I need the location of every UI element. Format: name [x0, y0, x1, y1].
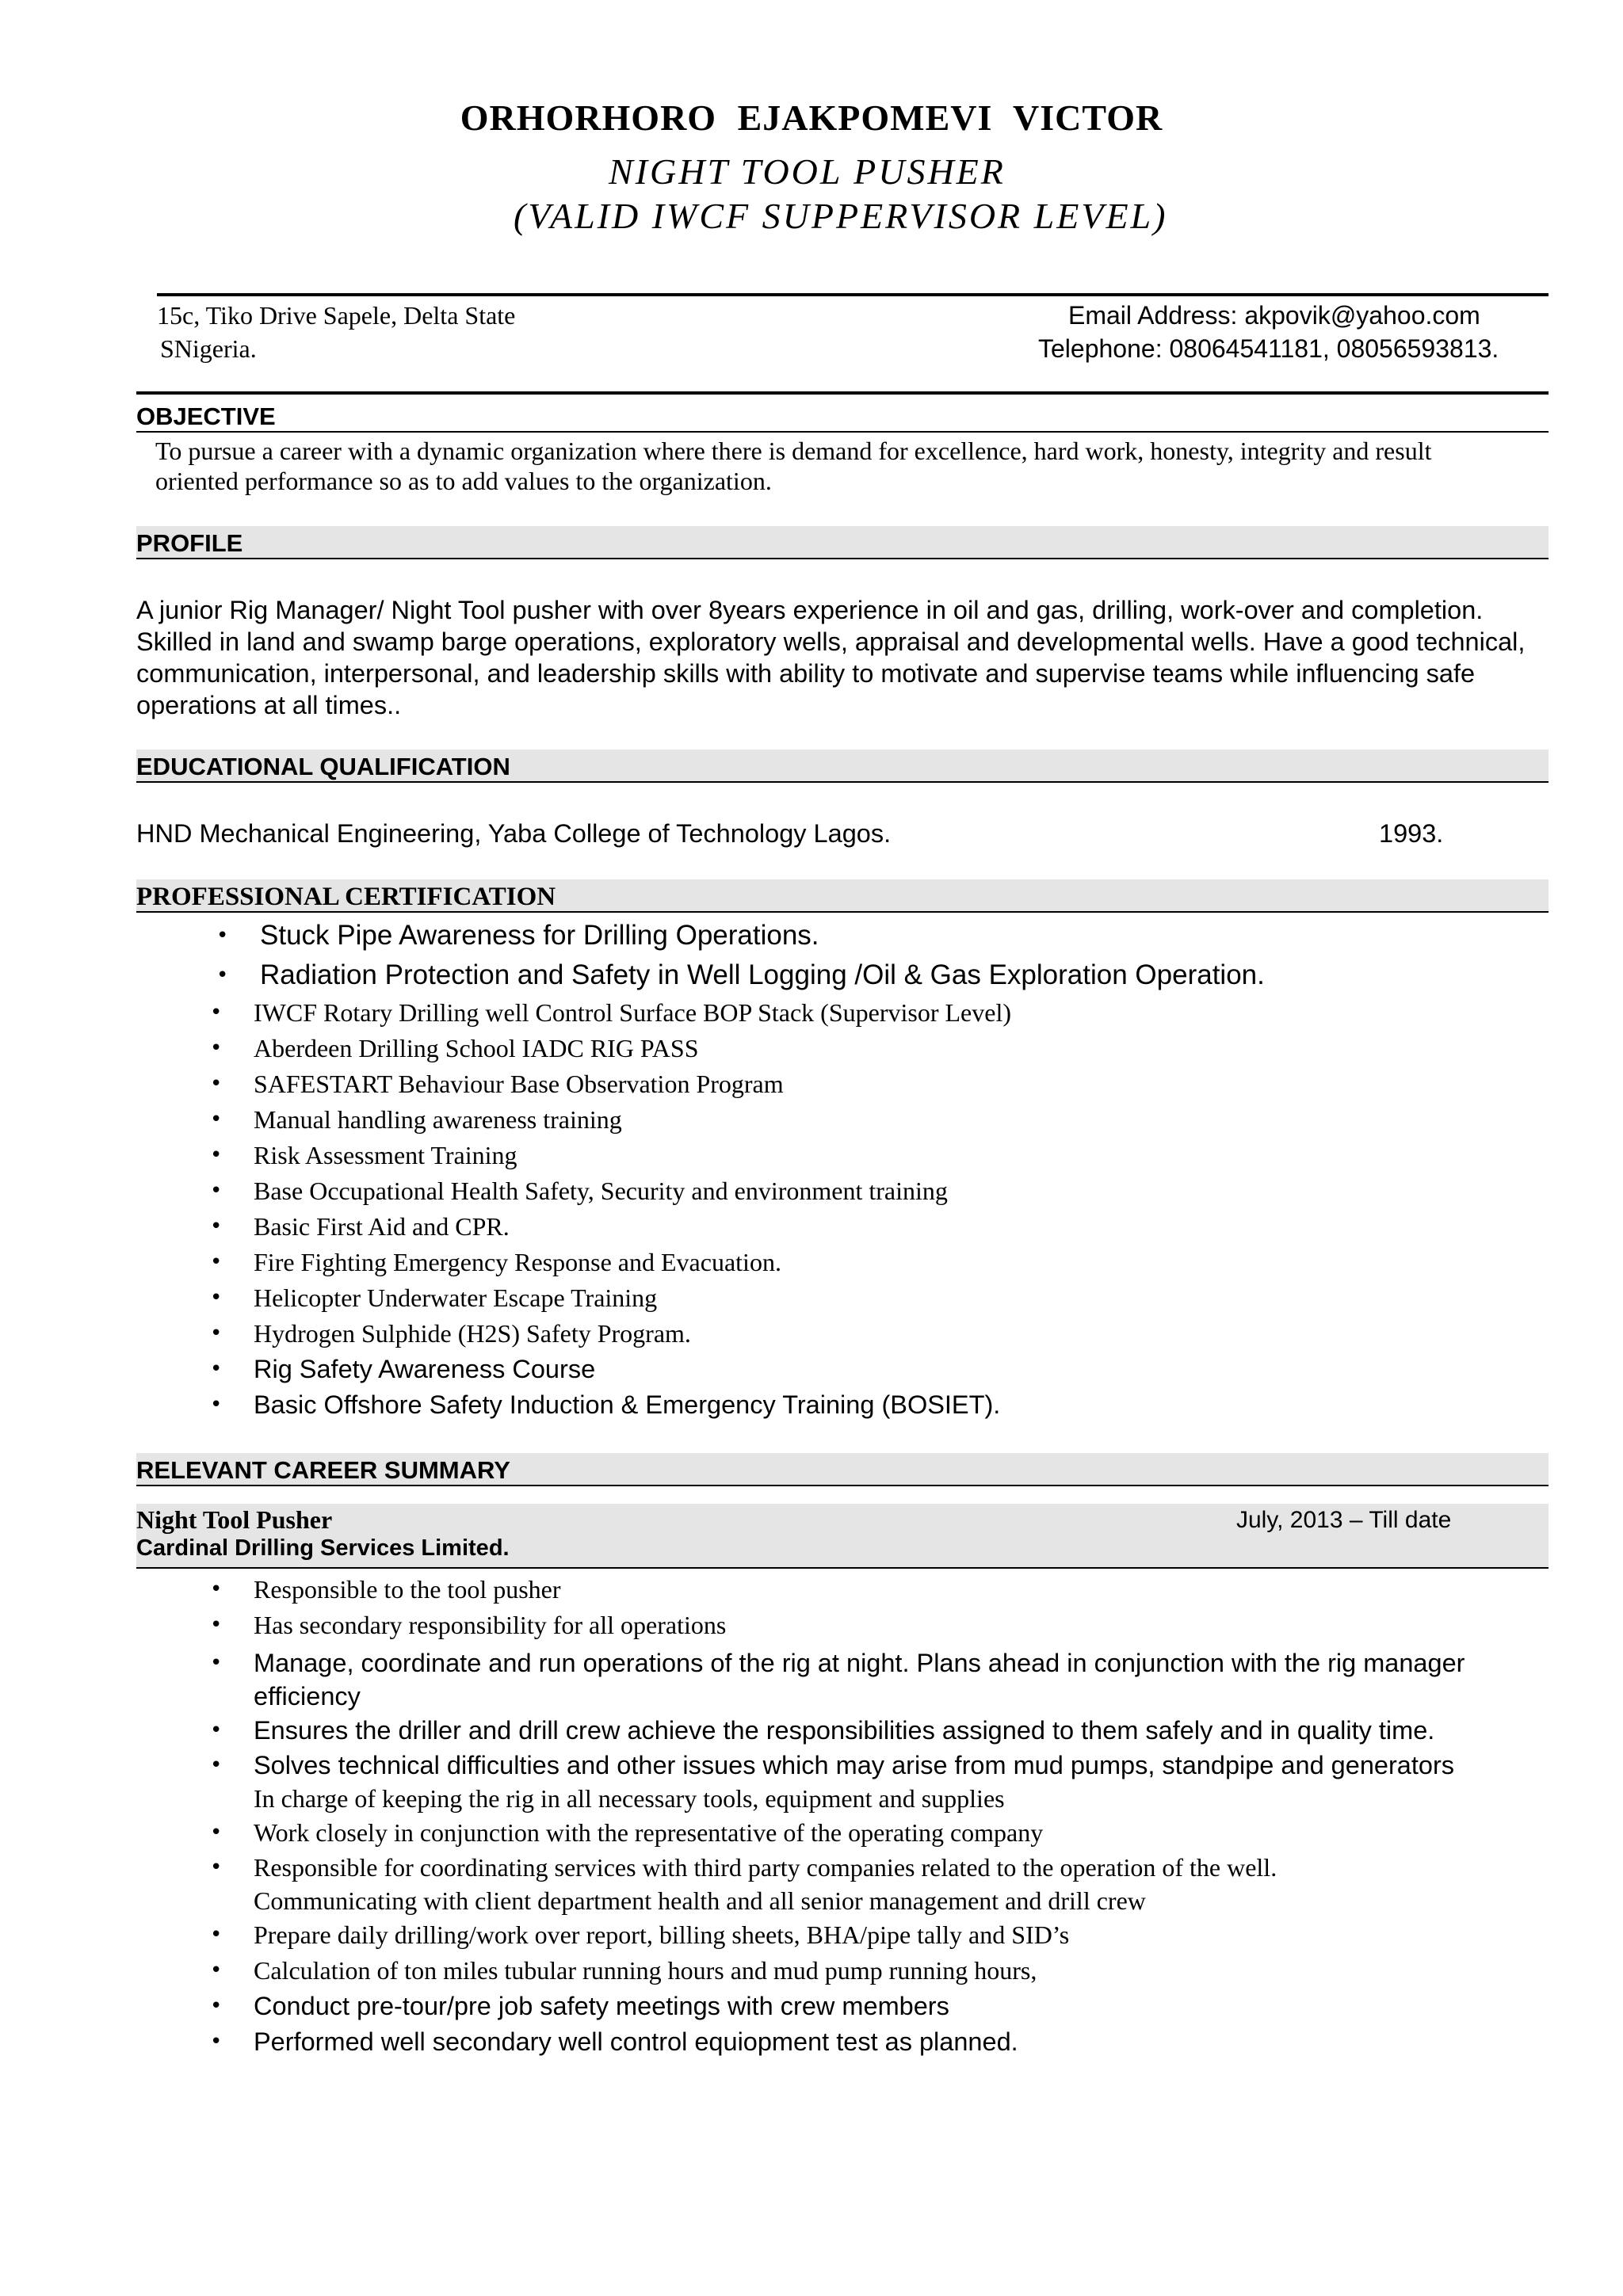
- certification-list-continued: [210, 995, 1011, 1423]
- list-item-continuation: efficiency: [254, 1682, 361, 1711]
- list-item: • SAFESTART Behaviour Base Observation Program: [254, 1066, 1011, 1102]
- list-item-continuation: Communicating with client department health and all senior management and drill crew: [254, 1886, 1146, 1915]
- job-title: Night Tool Pusher: [136, 1505, 333, 1534]
- bullet-icon: •: [210, 1855, 223, 1879]
- bullet-icon: •: [210, 1357, 223, 1381]
- bullet-icon: •: [210, 1923, 223, 1947]
- bullet-icon: •: [210, 1958, 223, 1982]
- list-item: • Solves technical difficulties and other issues which may arise from mud pumps, standpipe and generators In charge of keeping the rig in all necessary tools, equipment and supplies: [254, 1749, 1465, 1815]
- address-line-1: 15c, Tiko Drive Sapele, Delta State: [157, 301, 516, 330]
- list-item: • Radiation Protection and Safety in Well Logging /Oil & Gas Exploration Operation.: [260, 955, 1265, 995]
- bullet-icon: •: [210, 1718, 223, 1742]
- bullet-icon: •: [210, 1821, 223, 1844]
- list-item: • Responsible to the tool pusher: [254, 1572, 726, 1608]
- certification-level-heading: (VALID IWCF SUPPERVISOR LEVEL): [514, 196, 1168, 236]
- list-item: • Basic First Aid and CPR.: [254, 1209, 1011, 1245]
- bullet-icon: •: [210, 1322, 223, 1345]
- bullet-icon: •: [210, 1001, 223, 1024]
- email-address: Email Address: akpovik@yahoo.com: [1068, 301, 1480, 330]
- career-heading: RELEVANT CAREER SUMMARY: [136, 1453, 1549, 1486]
- list-item: • Responsible for coordinating services with third party companies related to the operation of the well. Communicating with client department health and all senior management and drill crew: [254, 1851, 1465, 1917]
- bullet-icon: •: [210, 1143, 223, 1167]
- bullet-icon: •: [210, 1393, 223, 1417]
- profile-heading: PROFILE: [136, 526, 1549, 559]
- list-item: • IWCF Rotary Drilling well Control Surface BOP Stack (Supervisor Level): [254, 995, 1011, 1031]
- bullet-icon: •: [210, 1036, 223, 1060]
- list-item: • Performed well secondary well control equiopment test as planned.: [254, 2024, 1465, 2060]
- list-item: • Fire Fighting Emergency Response and Evacuation.: [254, 1245, 1011, 1280]
- duties-list: [210, 1572, 727, 1643]
- list-item: • Prepare daily drilling/work over report, billing sheets, BHA/pipe tally and SID’s: [254, 1917, 1465, 1953]
- certification-list: [216, 916, 1265, 995]
- duties-list-continued: [210, 1646, 1465, 2060]
- job-header: [136, 1504, 1549, 1569]
- list-item: • Hydrogen Sulphide (H2S) Safety Program.: [254, 1316, 1011, 1352]
- objective-text: [155, 436, 1550, 496]
- job-dates: July, 2013 – Till date: [1236, 1507, 1452, 1533]
- list-item: • Base Occupational Health Safety, Security and environment training: [254, 1173, 1011, 1209]
- list-item: • Work closely in conjunction with the representative of the operating company: [254, 1815, 1465, 1851]
- objective-heading: OBJECTIVE: [136, 399, 1549, 433]
- certification-heading: PROFESSIONAL CERTIFICATION: [136, 879, 1549, 913]
- list-item: • Has secondary responsibility for all operations: [254, 1608, 726, 1643]
- bullet-icon: •: [210, 1179, 223, 1203]
- bullet-icon: •: [210, 1286, 223, 1310]
- list-item: • Helicopter Underwater Escape Training: [254, 1280, 1011, 1316]
- list-item-continuation: In charge of keeping the rig in all necessary tools, equipment and supplies: [254, 1784, 1005, 1813]
- company-name: Cardinal Drilling Services Limited.: [136, 1535, 510, 1561]
- list-item: • Calculation of ton miles tubular running hours and mud pump running hours,: [254, 1953, 1465, 1989]
- bullet-icon: •: [210, 1108, 223, 1131]
- bullet-icon: •: [210, 1994, 223, 2018]
- bullet-icon: •: [210, 1613, 223, 1637]
- objective-line-2: oriented performance so as to add values to the organization.: [155, 467, 772, 495]
- list-item: • Rig Safety Awareness Course: [254, 1352, 1011, 1387]
- list-item: • Stuck Pipe Awareness for Drilling Operations.: [260, 916, 1265, 955]
- bullet-icon: •: [210, 2030, 223, 2054]
- list-item: • Basic Offshore Safety Induction & Emergency Training (BOSIET).: [254, 1387, 1011, 1423]
- profile-text: A junior Rig Manager/ Night Tool pusher with over 8years experience in oil and gas, drilling, work-over and completion. Skilled in land and swamp barge operations, exploratory wells, appraisal and developmental wells. Have a good technical, communication, interpersonal, and leadership skills with ability to motivate and supervise teams while influencing safe operations at all times..: [136, 596, 1526, 719]
- education-heading: EDUCATIONAL QUALIFICATION: [136, 749, 1549, 783]
- address-line-2: SNigeria.: [160, 334, 257, 363]
- list-item: • Manage, coordinate and run operations of the rig at night. Plans ahead in conjunction with the rig manager efficiency: [254, 1646, 1465, 1713]
- job-title-heading: NIGHT TOOL PUSHER: [609, 151, 1006, 192]
- list-item: • Conduct pre-tour/pre job safety meetings with crew members: [254, 1989, 1465, 2024]
- bullet-icon: •: [210, 1215, 223, 1238]
- bullet-icon: •: [216, 963, 229, 987]
- contact-divider: [136, 391, 1549, 395]
- header-divider: [157, 293, 1549, 296]
- education-qualification: HND Mechanical Engineering, Yaba College of Technology Lagos.: [136, 819, 892, 848]
- bullet-icon: •: [210, 1753, 223, 1777]
- telephone-numbers: Telephone: 08064541181, 08056593813.: [1038, 334, 1499, 363]
- list-item: • Aberdeen Drilling School IADC RIG PASS: [254, 1031, 1011, 1066]
- candidate-name: ORHORHORO EJAKPOMEVI VICTOR: [460, 97, 1163, 138]
- list-item: • Manual handling awareness training: [254, 1102, 1011, 1138]
- bullet-icon: •: [210, 1651, 223, 1675]
- list-item: • Ensures the driller and drill crew achieve the responsibilities assigned to them safely and in quality time.: [254, 1713, 1465, 1749]
- bullet-icon: •: [216, 924, 229, 948]
- bullet-icon: •: [210, 1250, 223, 1274]
- objective-line-1: To pursue a career with a dynamic organization where there is demand for excellence, hard work, honesty, integrity and result: [155, 437, 1432, 465]
- list-item: • Risk Assessment Training: [254, 1138, 1011, 1173]
- education-year: 1993.: [1379, 819, 1444, 848]
- bullet-icon: •: [210, 1577, 223, 1601]
- bullet-icon: •: [210, 1072, 223, 1096]
